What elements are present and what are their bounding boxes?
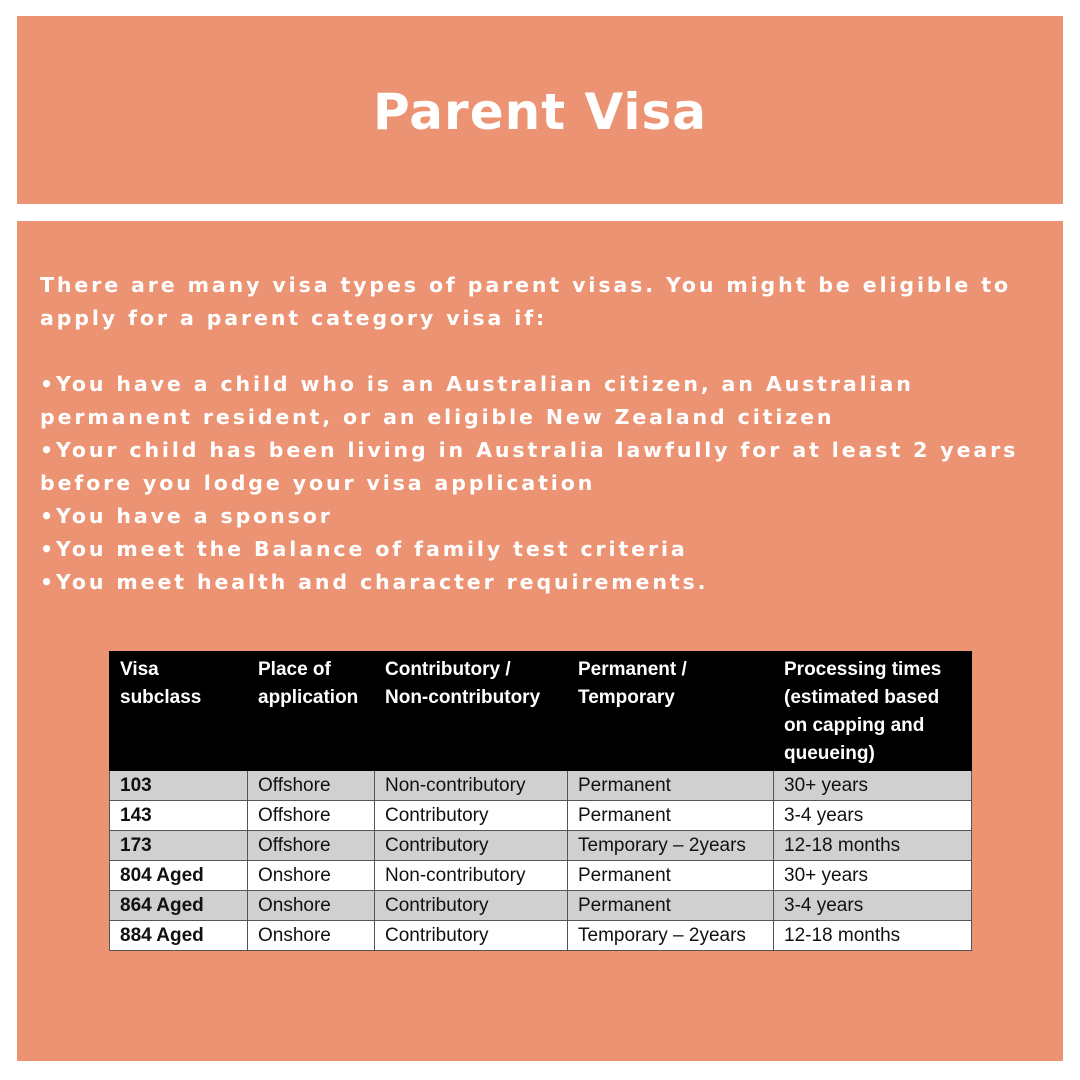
title-panel (17, 16, 1063, 204)
cell-place: Offshore (248, 801, 375, 831)
cell-processing: 12-18 months (774, 921, 972, 951)
criteria-item: •You have a child who is an Australian citizen, an Australian permanent resident, or an eligible New Zealand citizen (40, 372, 914, 429)
table-row (110, 831, 972, 861)
cell-permanence: Permanent (568, 891, 774, 921)
cell-permanence: Permanent (568, 771, 774, 801)
cell-permanence: Permanent (568, 861, 774, 891)
content-panel (17, 221, 1063, 1061)
cell-visa-subclass: 804 Aged (110, 861, 248, 891)
cell-visa-subclass: 143 (110, 801, 248, 831)
header-visa-subclass: Visa subclass (110, 652, 248, 771)
header-processing-times: Processing times (estimated based on capping and queueing) (774, 652, 972, 771)
cell-contributory: Non-contributory (375, 861, 568, 891)
cell-visa-subclass: 864 Aged (110, 891, 248, 921)
cell-contributory: Contributory (375, 801, 568, 831)
cell-processing: 30+ years (774, 771, 972, 801)
cell-visa-subclass: 173 (110, 831, 248, 861)
cell-place: Onshore (248, 891, 375, 921)
criteria-list (40, 368, 1040, 599)
cell-contributory: Contributory (375, 921, 568, 951)
cell-permanence: Temporary – 2years (568, 831, 774, 861)
cell-contributory: Non-contributory (375, 771, 568, 801)
cell-place: Onshore (248, 921, 375, 951)
criteria-item: •You have a sponsor (40, 504, 333, 528)
visa-table (109, 651, 972, 951)
table-row (110, 861, 972, 891)
criteria-item: •You meet health and character requirements. (40, 570, 709, 594)
table-row (110, 771, 972, 801)
cell-processing: 30+ years (774, 861, 972, 891)
criteria-item: •You meet the Balance of family test criteria (40, 537, 688, 561)
cell-permanence: Temporary – 2years (568, 921, 774, 951)
header-place-of-application: Place of application (248, 652, 375, 771)
cell-visa-subclass: 884 Aged (110, 921, 248, 951)
cell-place: Offshore (248, 831, 375, 861)
cell-contributory: Contributory (375, 891, 568, 921)
table-row (110, 891, 972, 921)
cell-visa-subclass: 103 (110, 771, 248, 801)
cell-processing: 3-4 years (774, 801, 972, 831)
cell-place: Onshore (248, 861, 375, 891)
cell-place: Offshore (248, 771, 375, 801)
table-row (110, 921, 972, 951)
table-row (110, 801, 972, 831)
cell-processing: 12-18 months (774, 831, 972, 861)
intro-text: There are many visa types of parent visas. You might be eligible to apply for a parent category visa if: (40, 273, 1011, 330)
cell-contributory: Contributory (375, 831, 568, 861)
cell-permanence: Permanent (568, 801, 774, 831)
table-header-row (110, 652, 972, 771)
cell-processing: 3-4 years (774, 891, 972, 921)
page-title: Parent Visa (373, 83, 707, 141)
header-contributory: Contributory / Non-contributory (375, 652, 568, 771)
header-permanent-temporary: Permanent / Temporary (568, 652, 774, 771)
criteria-item: •Your child has been living in Australia lawfully for at least 2 years before you lodge your visa application (40, 438, 1019, 495)
